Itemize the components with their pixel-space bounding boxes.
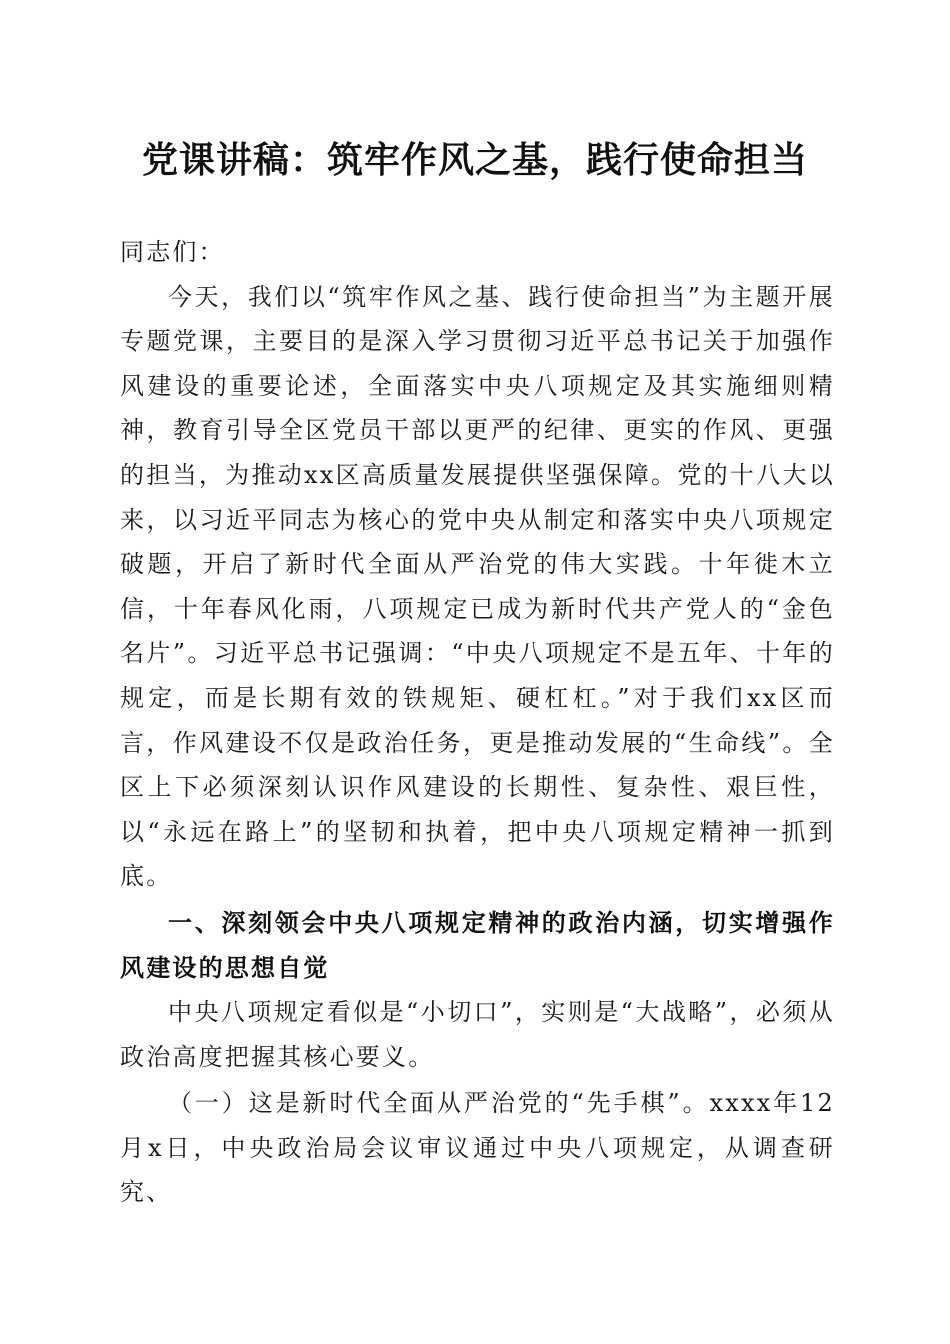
section-intro-paragraph: 中央八项规定看似是“小切口”，实则是“大战略”，必须从政治高度把握其核心要义。 xyxy=(120,998,835,1071)
document-body xyxy=(120,230,835,1215)
section-heading: 一、深刻领会中央八项规定精神的政治内涵，切实增强作风建设的思想自觉 xyxy=(120,907,835,982)
salutation: 同志们： xyxy=(120,238,225,266)
intro-paragraph: 今天，我们以“筑牢作风之基、践行使命担当”为主题开展专题党课，主要目的是深入学习贯彻习近平总书记关于加强作风建设的重要论述，全面落实中央八项规定及其实施细则精神，教育引导全区党员干部以更严的纪律、更实的作风、更强的担当，为推动xx区高质量发展提供坚强保障。党的十八大以来，以习近平同志为核心的党中央从制定和落实中央八项规定破题，开启了新时代全面从严治党的伟大实践。十年徙木立信，十年春风化雨，八项规定已成为新时代共产党人的“金色名片”。习近平总书记强调：“中央八项规定不是五年、十年的规定，而是长期有效的铁规矩、硬杠杠。”对于我们xx区而言，作风建设不仅是政治任务，更是推动发展的“生命线”。全区上下必须深刻认识作风建设的长期性、复杂性、艰巨性，以“永远在路上”的坚韧和执着，把中央八项规定精神一抓到底。 xyxy=(120,282,835,891)
subsection-paragraph: （一）这是新时代全面从严治党的“先手棋”。xxxx年12月x日，中央政治局会议审议通过中央八项规定，从调查研究、 xyxy=(120,1089,835,1207)
document-title: 党课讲稿：筑牢作风之基，践行使命担当 xyxy=(141,139,808,181)
